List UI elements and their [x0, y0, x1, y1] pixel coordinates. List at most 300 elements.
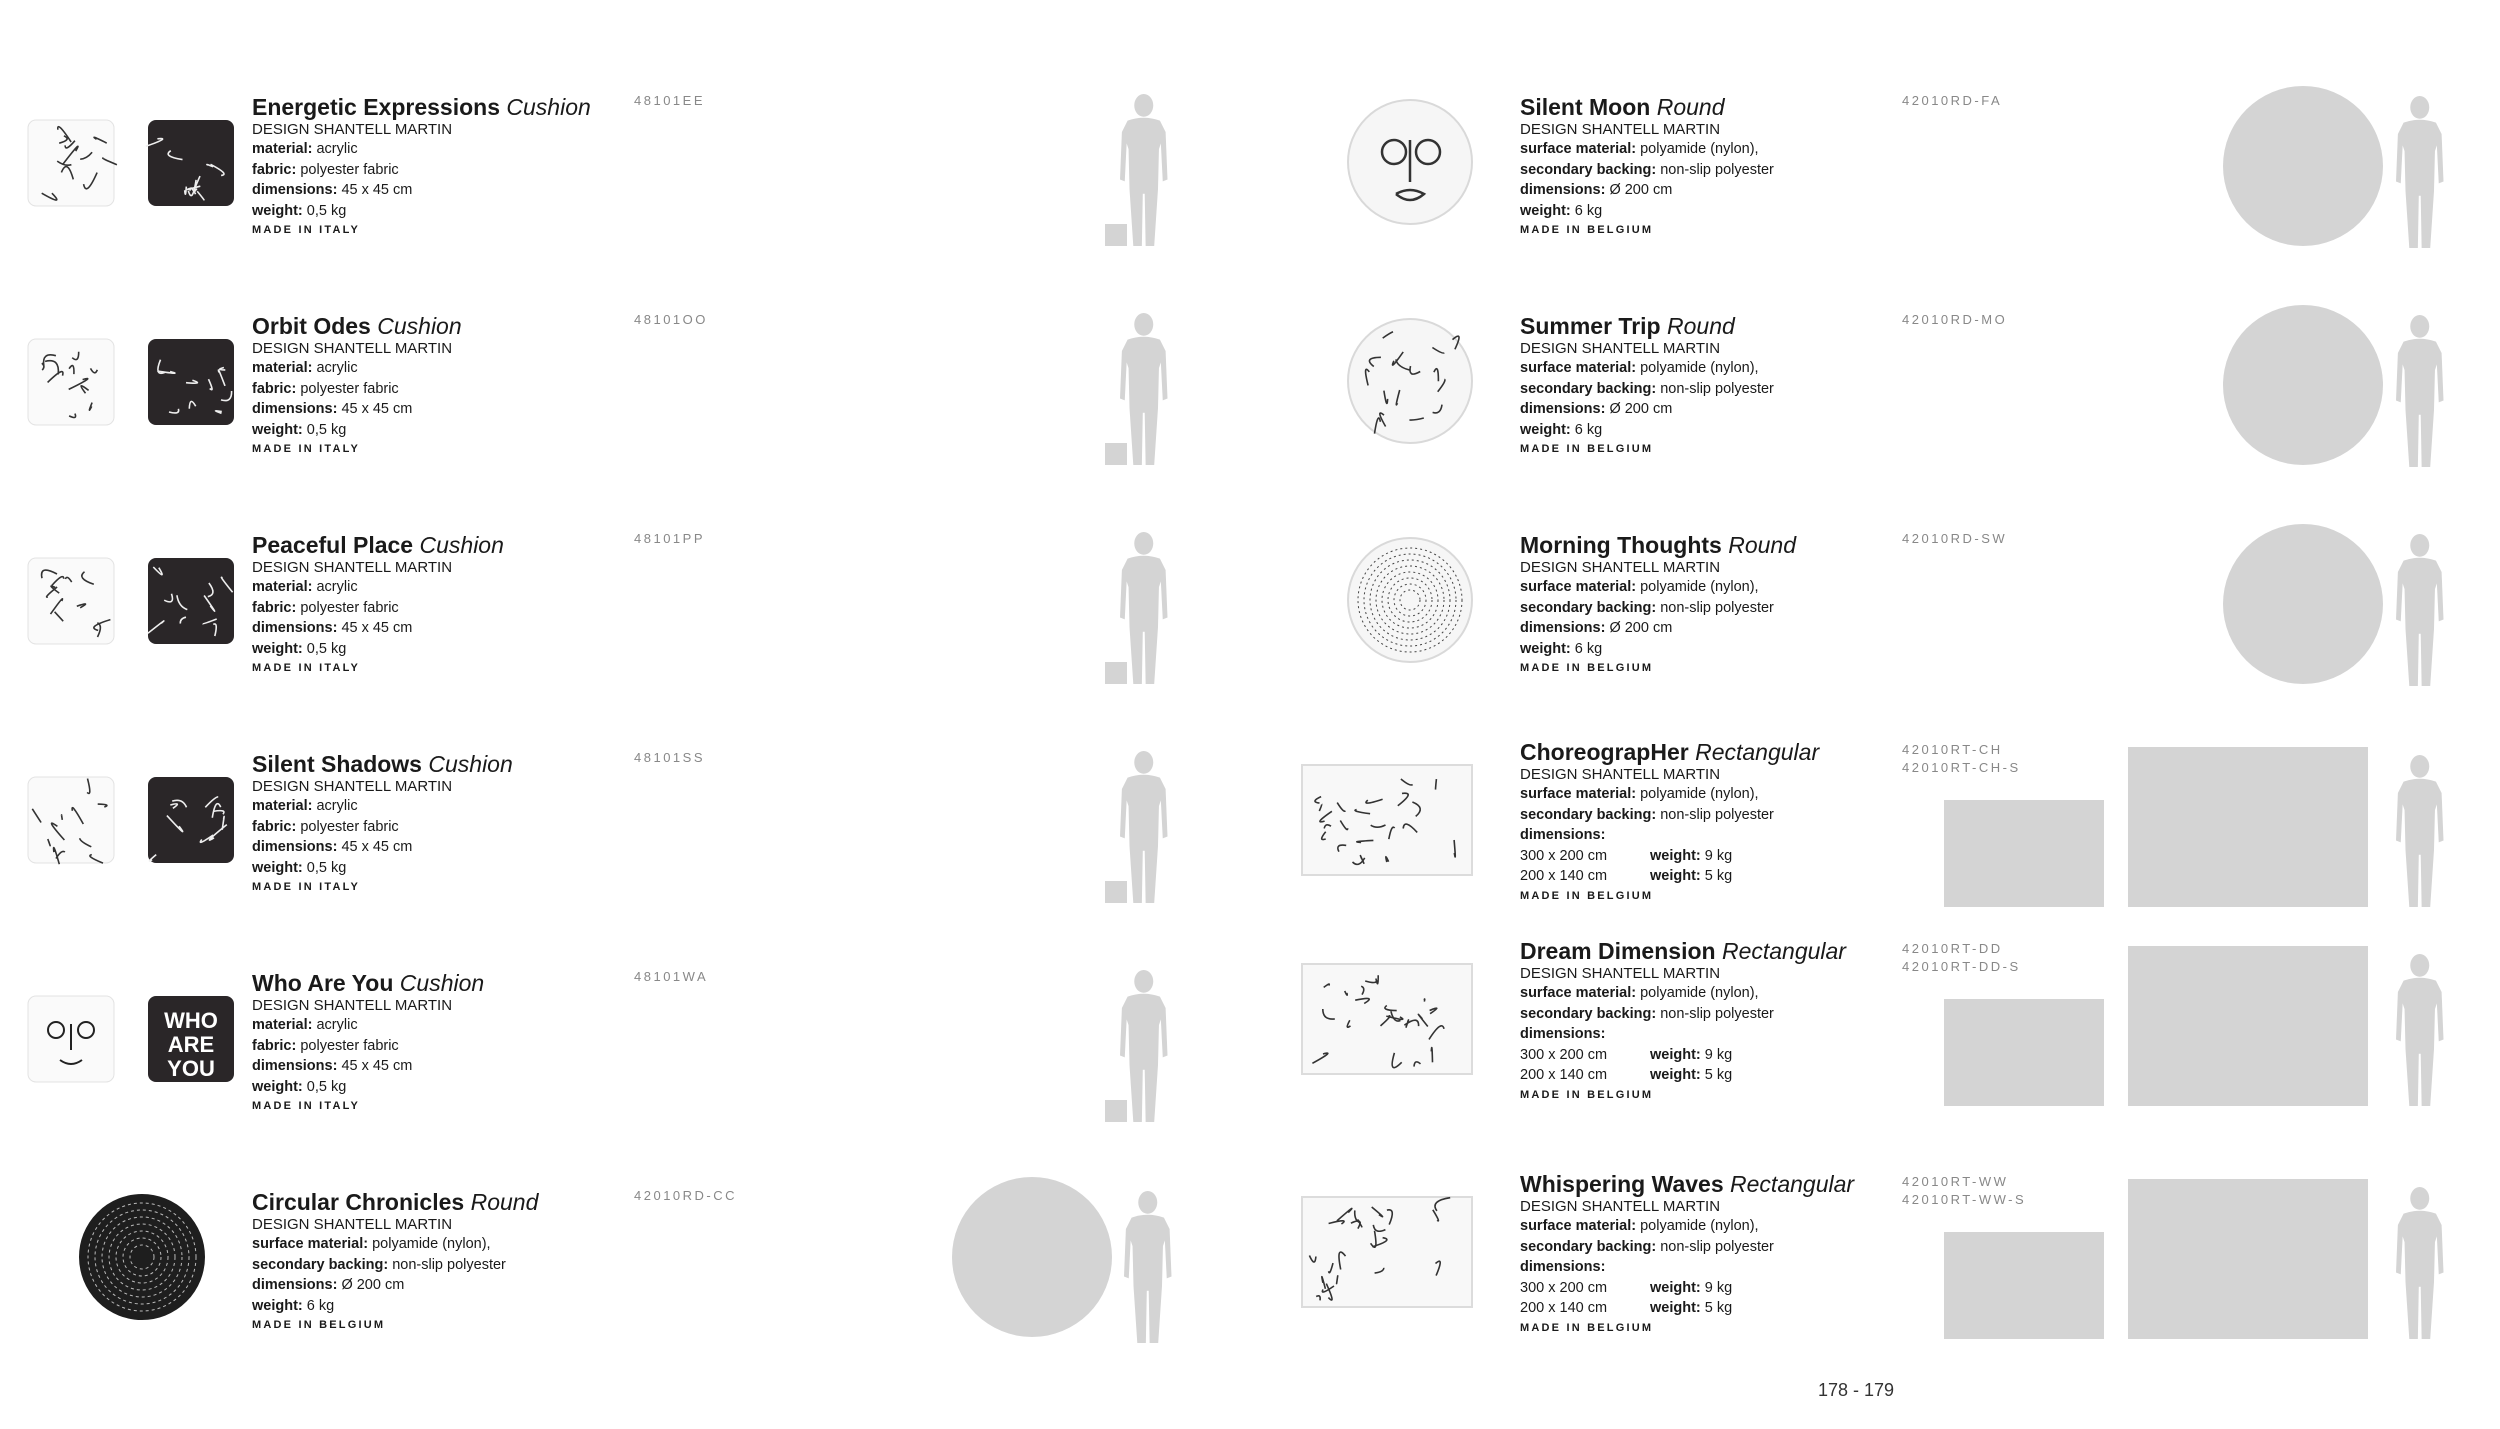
product-name: Silent Shadows	[252, 751, 422, 777]
spec-row	[1520, 139, 1900, 160]
product-codes	[1902, 940, 2021, 976]
spec-row	[252, 160, 632, 181]
spec-value: 0,5 kg	[306, 202, 347, 219]
designer-credit: DESIGN SHANTELL MARTIN	[1520, 559, 1721, 576]
spec-label: fabric:	[252, 380, 297, 397]
weight-value: 9 kg	[1704, 1279, 1733, 1296]
product-codes	[1902, 741, 2021, 777]
made-in-label: MADE IN BELGIUM	[1520, 1321, 1654, 1334]
spec-row	[1520, 825, 1900, 846]
spec-label: surface material:	[1520, 141, 1637, 157]
product-title	[252, 313, 632, 339]
rug-scale-circle	[952, 1177, 1112, 1337]
product-info	[1520, 313, 1900, 455]
spec-row	[252, 1234, 632, 1255]
cushion-scale-square	[1105, 1100, 1127, 1122]
weight-label: weight:	[1650, 1300, 1701, 1316]
product-code: 42010RT-CH	[1902, 742, 2003, 757]
product-code: 42010RD-FA	[1902, 93, 2003, 108]
product-variant: Round	[470, 1189, 539, 1215]
product-silent-shadows	[22, 739, 1252, 939]
designer-credit: DESIGN SHANTELL MARTIN	[1520, 121, 1721, 138]
product-codes	[1902, 1173, 2026, 1209]
product-info	[252, 94, 632, 236]
spec-row	[252, 796, 632, 817]
spec-label: secondary backing:	[1520, 380, 1657, 397]
cushion-scale-square	[1105, 443, 1127, 465]
size-weight	[1650, 1298, 1790, 1319]
spec-value: polyamide (nylon),	[1640, 141, 1759, 157]
designer-credit: DESIGN SHANTELL MARTIN	[252, 1216, 453, 1233]
spec-value: Ø 200 cm	[1609, 401, 1673, 417]
designer-credit: DESIGN SHANTELL MARTIN	[252, 778, 453, 795]
spec-value: 45 x 45 cm	[341, 401, 413, 417]
person-silhouette	[2396, 954, 2444, 1106]
product-variant: Rectangular	[1721, 938, 1846, 964]
product-variant: Cushion	[399, 970, 485, 996]
spec-row	[252, 817, 632, 838]
spec-row	[252, 1036, 632, 1057]
product-info	[252, 1189, 632, 1331]
product-image	[1290, 82, 1510, 252]
page-number: 178 - 179	[1818, 1380, 1895, 1400]
spec-row	[252, 379, 632, 400]
product-code: 48101OO	[634, 312, 708, 327]
spec-label: secondary backing:	[1520, 806, 1657, 823]
spec-label: material:	[252, 141, 313, 157]
product-variant: Round	[1667, 313, 1735, 339]
product-codes	[634, 92, 705, 110]
size-weight	[1650, 1065, 1790, 1086]
product-code: 42010RT-WW-S	[1902, 1192, 2027, 1207]
spec-row	[1520, 1216, 1900, 1237]
spec-row	[1520, 639, 1900, 660]
spec-label: fabric:	[252, 599, 297, 616]
product-code: 48101SS	[634, 750, 705, 765]
product-title	[1520, 938, 1900, 964]
made-in-label: MADE IN ITALY	[252, 881, 361, 893]
size-value: 300 x 200 cm	[1520, 1046, 1608, 1063]
product-variant: Rectangular	[1695, 739, 1820, 765]
spec-value: 0,5 kg	[306, 859, 347, 876]
spec-row	[1520, 983, 1900, 1004]
designer-credit: DESIGN SHANTELL MARTIN	[1520, 965, 1721, 982]
spec-row	[1520, 399, 1900, 420]
weight-label: weight:	[1650, 1067, 1701, 1083]
spec-row	[252, 577, 632, 598]
product-variant: Round	[1656, 94, 1725, 120]
spec-value: 0,5 kg	[306, 421, 347, 438]
spec-label: dimensions:	[252, 1058, 338, 1074]
size-weight	[1650, 846, 1790, 867]
spec-label: dimensions:	[252, 620, 338, 636]
weight-label: weight:	[1650, 1046, 1701, 1063]
made-in-label: MADE IN BELGIUM	[1520, 1088, 1654, 1101]
spec-row	[252, 420, 632, 441]
spec-row	[1520, 1257, 1900, 1278]
spec-value: polyester fabric	[300, 818, 399, 835]
spec-row	[252, 639, 632, 660]
rug-scale-large	[2128, 946, 2368, 1106]
weight-value: 5 kg	[1704, 1300, 1733, 1316]
spec-value: Ø 200 cm	[341, 1277, 405, 1293]
product-codes	[634, 968, 708, 986]
size-weight	[1650, 866, 1790, 887]
product-morning-thoughts	[1290, 520, 2500, 720]
size-weight	[1650, 1278, 1790, 1299]
person-silhouette	[2396, 96, 2444, 248]
spec-row	[252, 1056, 632, 1077]
designer-credit: DESIGN SHANTELL MARTIN	[252, 121, 453, 138]
cushion-scale-square	[1105, 881, 1127, 903]
product-info	[1520, 938, 1900, 1101]
spec-label: dimensions:	[1520, 182, 1606, 198]
spec-label: weight:	[252, 859, 303, 876]
product-code: 42010RD-SW	[1902, 531, 2008, 546]
person-silhouette	[1120, 970, 1168, 1122]
spec-row	[1520, 577, 1900, 598]
spec-label: fabric:	[252, 818, 297, 835]
spec-row	[252, 837, 632, 858]
cushion-print-line: ARE	[167, 1032, 215, 1057]
product-info	[1520, 739, 1900, 902]
product-peaceful-place	[22, 520, 1252, 720]
size-value: 300 x 200 cm	[1520, 1279, 1608, 1296]
spec-label: dimensions:	[1520, 827, 1606, 843]
spec-row	[252, 180, 632, 201]
spec-value: non-slip polyester	[1660, 1238, 1774, 1255]
spec-label: secondary backing:	[252, 1256, 389, 1273]
product-orbit-odes	[22, 301, 1252, 501]
spec-value: non-slip polyester	[1660, 380, 1774, 397]
made-in-label: MADE IN BELGIUM	[1520, 889, 1654, 902]
spec-value: 6 kg	[1574, 421, 1603, 438]
rug-scale-circle	[2223, 305, 2383, 465]
spec-label: surface material:	[252, 1236, 369, 1252]
spec-row	[252, 1296, 632, 1317]
cushion-print-line: WHO	[164, 1008, 218, 1033]
product-code: 42010RT-DD-S	[1902, 959, 2021, 974]
product-variant: Rectangular	[1730, 1171, 1855, 1197]
size-value: 200 x 140 cm	[1520, 868, 1608, 884]
spec-value: acrylic	[316, 141, 358, 157]
product-image	[1284, 1167, 1504, 1337]
product-codes	[1902, 92, 2002, 110]
spec-value: polyester fabric	[300, 161, 399, 178]
product-name: Who Are You	[252, 970, 394, 996]
made-in-label: MADE IN BELGIUM	[1520, 443, 1654, 455]
spec-row	[1520, 160, 1900, 181]
weight-label: weight:	[1650, 868, 1701, 884]
spec-label: dimensions:	[1520, 620, 1606, 636]
spec-row	[252, 1015, 632, 1036]
spec-label: material:	[252, 360, 313, 376]
spec-label: material:	[252, 579, 313, 595]
product-code: 42010RT-CH-S	[1902, 760, 2021, 775]
product-title	[252, 532, 632, 558]
spec-value: non-slip polyester	[1660, 1005, 1774, 1022]
product-name: Whispering Waves	[1520, 1171, 1724, 1197]
made-in-label: MADE IN ITALY	[252, 1100, 361, 1112]
designer-credit: DESIGN SHANTELL MARTIN	[1520, 340, 1721, 357]
product-variant: Cushion	[506, 94, 591, 120]
made-in-label: MADE IN BELGIUM	[1520, 662, 1654, 674]
product-title	[1520, 739, 1900, 765]
spec-label: dimensions:	[1520, 401, 1606, 417]
product-whispering-waves	[1290, 1167, 2500, 1367]
spec-value: non-slip polyester	[1660, 161, 1774, 178]
person-silhouette	[2396, 534, 2444, 686]
spec-label: weight:	[252, 1078, 303, 1095]
spec-row	[1520, 805, 1900, 826]
product-info	[252, 532, 632, 674]
size-table	[1520, 1045, 1900, 1086]
product-title	[1520, 313, 1900, 339]
spec-value: polyamide (nylon),	[1640, 786, 1759, 802]
product-codes	[634, 749, 705, 767]
product-info	[1520, 532, 1900, 674]
product-image	[22, 301, 242, 471]
product-image	[22, 739, 242, 909]
size-table	[1520, 846, 1900, 887]
spec-row	[1520, 180, 1900, 201]
spec-value: 6 kg	[1574, 202, 1603, 219]
product-title	[252, 751, 632, 777]
product-image	[22, 520, 242, 690]
made-in-label: MADE IN ITALY	[252, 443, 361, 455]
product-info	[252, 313, 632, 455]
spec-label: fabric:	[252, 161, 297, 178]
cushion-scale-square	[1105, 224, 1127, 246]
spec-label: material:	[252, 798, 313, 814]
spec-row	[252, 358, 632, 379]
spec-label: surface material:	[1520, 360, 1637, 376]
product-code: 42010RT-WW	[1902, 1174, 2009, 1189]
designer-credit: DESIGN SHANTELL MARTIN	[1520, 1198, 1721, 1215]
spec-label: dimensions:	[1520, 1259, 1606, 1275]
spec-label: weight:	[252, 640, 303, 657]
product-choreographer	[1290, 735, 2500, 935]
made-in-label: MADE IN ITALY	[252, 662, 361, 674]
product-code: 48101EE	[634, 93, 705, 108]
spec-row	[1520, 618, 1900, 639]
product-code: 42010RT-DD	[1902, 941, 2003, 956]
product-image	[1290, 301, 1510, 471]
made-in-label: MADE IN BELGIUM	[1520, 224, 1654, 236]
spec-row	[252, 399, 632, 420]
product-image	[22, 82, 242, 252]
spec-row	[1520, 1004, 1900, 1025]
spec-label: secondary backing:	[1520, 161, 1657, 178]
spec-value: 6 kg	[1574, 640, 1603, 657]
designer-credit: DESIGN SHANTELL MARTIN	[252, 340, 453, 357]
weight-label: weight:	[1650, 847, 1701, 864]
person-silhouette	[2396, 1187, 2444, 1339]
product-info	[252, 970, 632, 1112]
spec-label: dimensions:	[252, 182, 338, 198]
product-code: 42010RD-MO	[1902, 312, 2008, 327]
product-variant: Cushion	[419, 532, 504, 558]
spec-label: surface material:	[1520, 985, 1637, 1001]
person-silhouette	[1120, 751, 1168, 903]
product-code: 48101WA	[634, 969, 709, 984]
size-value: 300 x 200 cm	[1520, 847, 1608, 864]
spec-row	[1520, 1024, 1900, 1045]
size-table	[1520, 1278, 1900, 1319]
person-silhouette	[1120, 94, 1168, 246]
product-dream-dimension	[1290, 934, 2500, 1134]
spec-value: non-slip polyester	[392, 1256, 506, 1273]
weight-label: weight:	[1650, 1279, 1701, 1296]
spec-label: surface material:	[1520, 579, 1637, 595]
spec-row	[252, 139, 632, 160]
product-name: Dream Dimension	[1520, 938, 1716, 964]
spec-value: 45 x 45 cm	[341, 839, 413, 855]
product-name: Summer Trip	[1520, 313, 1661, 339]
spec-value: 45 x 45 cm	[341, 1058, 413, 1074]
product-name: ChoreograpHer	[1520, 739, 1689, 765]
product-image	[1284, 735, 1504, 905]
spec-label: surface material:	[1520, 786, 1637, 802]
spec-value: polyamide (nylon),	[1640, 985, 1759, 1001]
product-info	[1520, 94, 1900, 236]
person-silhouette	[2396, 755, 2444, 907]
weight-value: 5 kg	[1704, 868, 1733, 884]
spec-label: weight:	[252, 202, 303, 219]
spec-value: polyamide (nylon),	[1640, 360, 1759, 376]
made-in-label: MADE IN BELGIUM	[252, 1319, 386, 1331]
spec-row	[252, 201, 632, 222]
size-weight	[1650, 1045, 1790, 1066]
spec-label: weight:	[1520, 640, 1571, 657]
spec-label: dimensions:	[252, 839, 338, 855]
product-summer-trip	[1290, 301, 2500, 501]
size-value: 200 x 140 cm	[1520, 1300, 1608, 1316]
product-image	[1290, 520, 1510, 690]
spec-value: acrylic	[316, 1017, 358, 1033]
rug-scale-circle	[2223, 524, 2383, 684]
product-code: 42010RD-CC	[634, 1188, 738, 1203]
made-in-label: MADE IN ITALY	[252, 224, 361, 236]
spec-value: 6 kg	[306, 1297, 335, 1314]
spec-row	[1520, 379, 1900, 400]
spec-label: dimensions:	[252, 1277, 338, 1293]
product-codes	[634, 530, 705, 548]
spec-value: non-slip polyester	[1660, 806, 1774, 823]
spec-label: secondary backing:	[1520, 599, 1657, 616]
spec-value: polyamide (nylon),	[372, 1236, 491, 1252]
product-variant: Cushion	[377, 313, 462, 339]
product-info	[252, 751, 632, 893]
product-name: Energetic Expressions	[252, 94, 500, 120]
rug-scale-large	[2128, 1179, 2368, 1339]
spec-value: 0,5 kg	[306, 1078, 347, 1095]
spec-row	[1520, 201, 1900, 222]
rug-scale-circle	[2223, 86, 2383, 246]
spec-value: non-slip polyester	[1660, 599, 1774, 616]
spec-row	[252, 618, 632, 639]
spec-label: fabric:	[252, 1037, 297, 1054]
spec-label: secondary backing:	[1520, 1005, 1657, 1022]
spec-value: acrylic	[316, 798, 358, 814]
person-silhouette	[1120, 313, 1168, 465]
product-name: Morning Thoughts	[1520, 532, 1722, 558]
product-codes	[1902, 311, 2007, 329]
designer-credit: DESIGN SHANTELL MARTIN	[252, 997, 453, 1014]
rug-scale-small	[1944, 1232, 2104, 1339]
product-codes	[634, 311, 708, 329]
product-title	[252, 94, 632, 120]
product-who-are-you	[22, 958, 1252, 1158]
product-energetic-expressions	[22, 82, 1252, 282]
spec-label: surface material:	[1520, 1218, 1637, 1234]
spec-row	[252, 858, 632, 879]
product-circular-chronicles	[22, 1177, 1252, 1377]
spec-value: polyester fabric	[300, 1037, 399, 1054]
rug-scale-large	[2128, 747, 2368, 907]
spec-value: polyester fabric	[300, 599, 399, 616]
product-title	[1520, 94, 1900, 120]
spec-row	[252, 1275, 632, 1296]
weight-value: 9 kg	[1704, 1046, 1733, 1063]
product-title	[252, 1189, 632, 1215]
spec-label: weight:	[252, 1297, 303, 1314]
spec-value: acrylic	[316, 579, 358, 595]
spec-value: 45 x 45 cm	[341, 182, 413, 198]
spec-row	[1520, 1237, 1900, 1258]
spec-label: weight:	[1520, 202, 1571, 219]
spec-row	[252, 1077, 632, 1098]
spec-value: polyamide (nylon),	[1640, 579, 1759, 595]
product-codes	[634, 1187, 737, 1205]
spec-row	[1520, 358, 1900, 379]
product-image	[22, 1177, 242, 1347]
product-silent-moon	[1290, 82, 2500, 282]
product-name: Orbit Odes	[252, 313, 371, 339]
product-title	[1520, 532, 1900, 558]
person-silhouette	[2396, 315, 2444, 467]
product-image	[1284, 934, 1504, 1104]
product-code: 48101PP	[634, 531, 705, 546]
product-title	[252, 970, 632, 996]
spec-value: acrylic	[316, 360, 358, 376]
spec-value: 0,5 kg	[306, 640, 347, 657]
product-name: Silent Moon	[1520, 94, 1651, 120]
spec-row	[1520, 598, 1900, 619]
spec-row	[252, 1255, 632, 1276]
rug-scale-small	[1944, 999, 2104, 1106]
weight-value: 5 kg	[1704, 1067, 1733, 1083]
spec-row	[1520, 420, 1900, 441]
cushion-print-line: YOU	[167, 1056, 215, 1081]
spec-label: weight:	[252, 421, 303, 438]
product-name: Peaceful Place	[252, 532, 414, 558]
spec-value: polyester fabric	[300, 380, 399, 397]
product-title	[1520, 1171, 1900, 1197]
weight-value: 9 kg	[1704, 847, 1733, 864]
spec-value: 45 x 45 cm	[341, 620, 413, 636]
person-silhouette	[1120, 532, 1168, 684]
designer-credit: DESIGN SHANTELL MARTIN	[252, 559, 453, 576]
product-info	[1520, 1171, 1900, 1334]
rug-scale-small	[1944, 800, 2104, 907]
product-name: Circular Chronicles	[252, 1189, 465, 1215]
spec-value: Ø 200 cm	[1609, 620, 1673, 636]
spec-label: material:	[252, 1017, 313, 1033]
spec-label: secondary backing:	[1520, 1238, 1657, 1255]
spec-value: polyamide (nylon),	[1640, 1218, 1759, 1234]
product-codes	[1902, 530, 2007, 548]
